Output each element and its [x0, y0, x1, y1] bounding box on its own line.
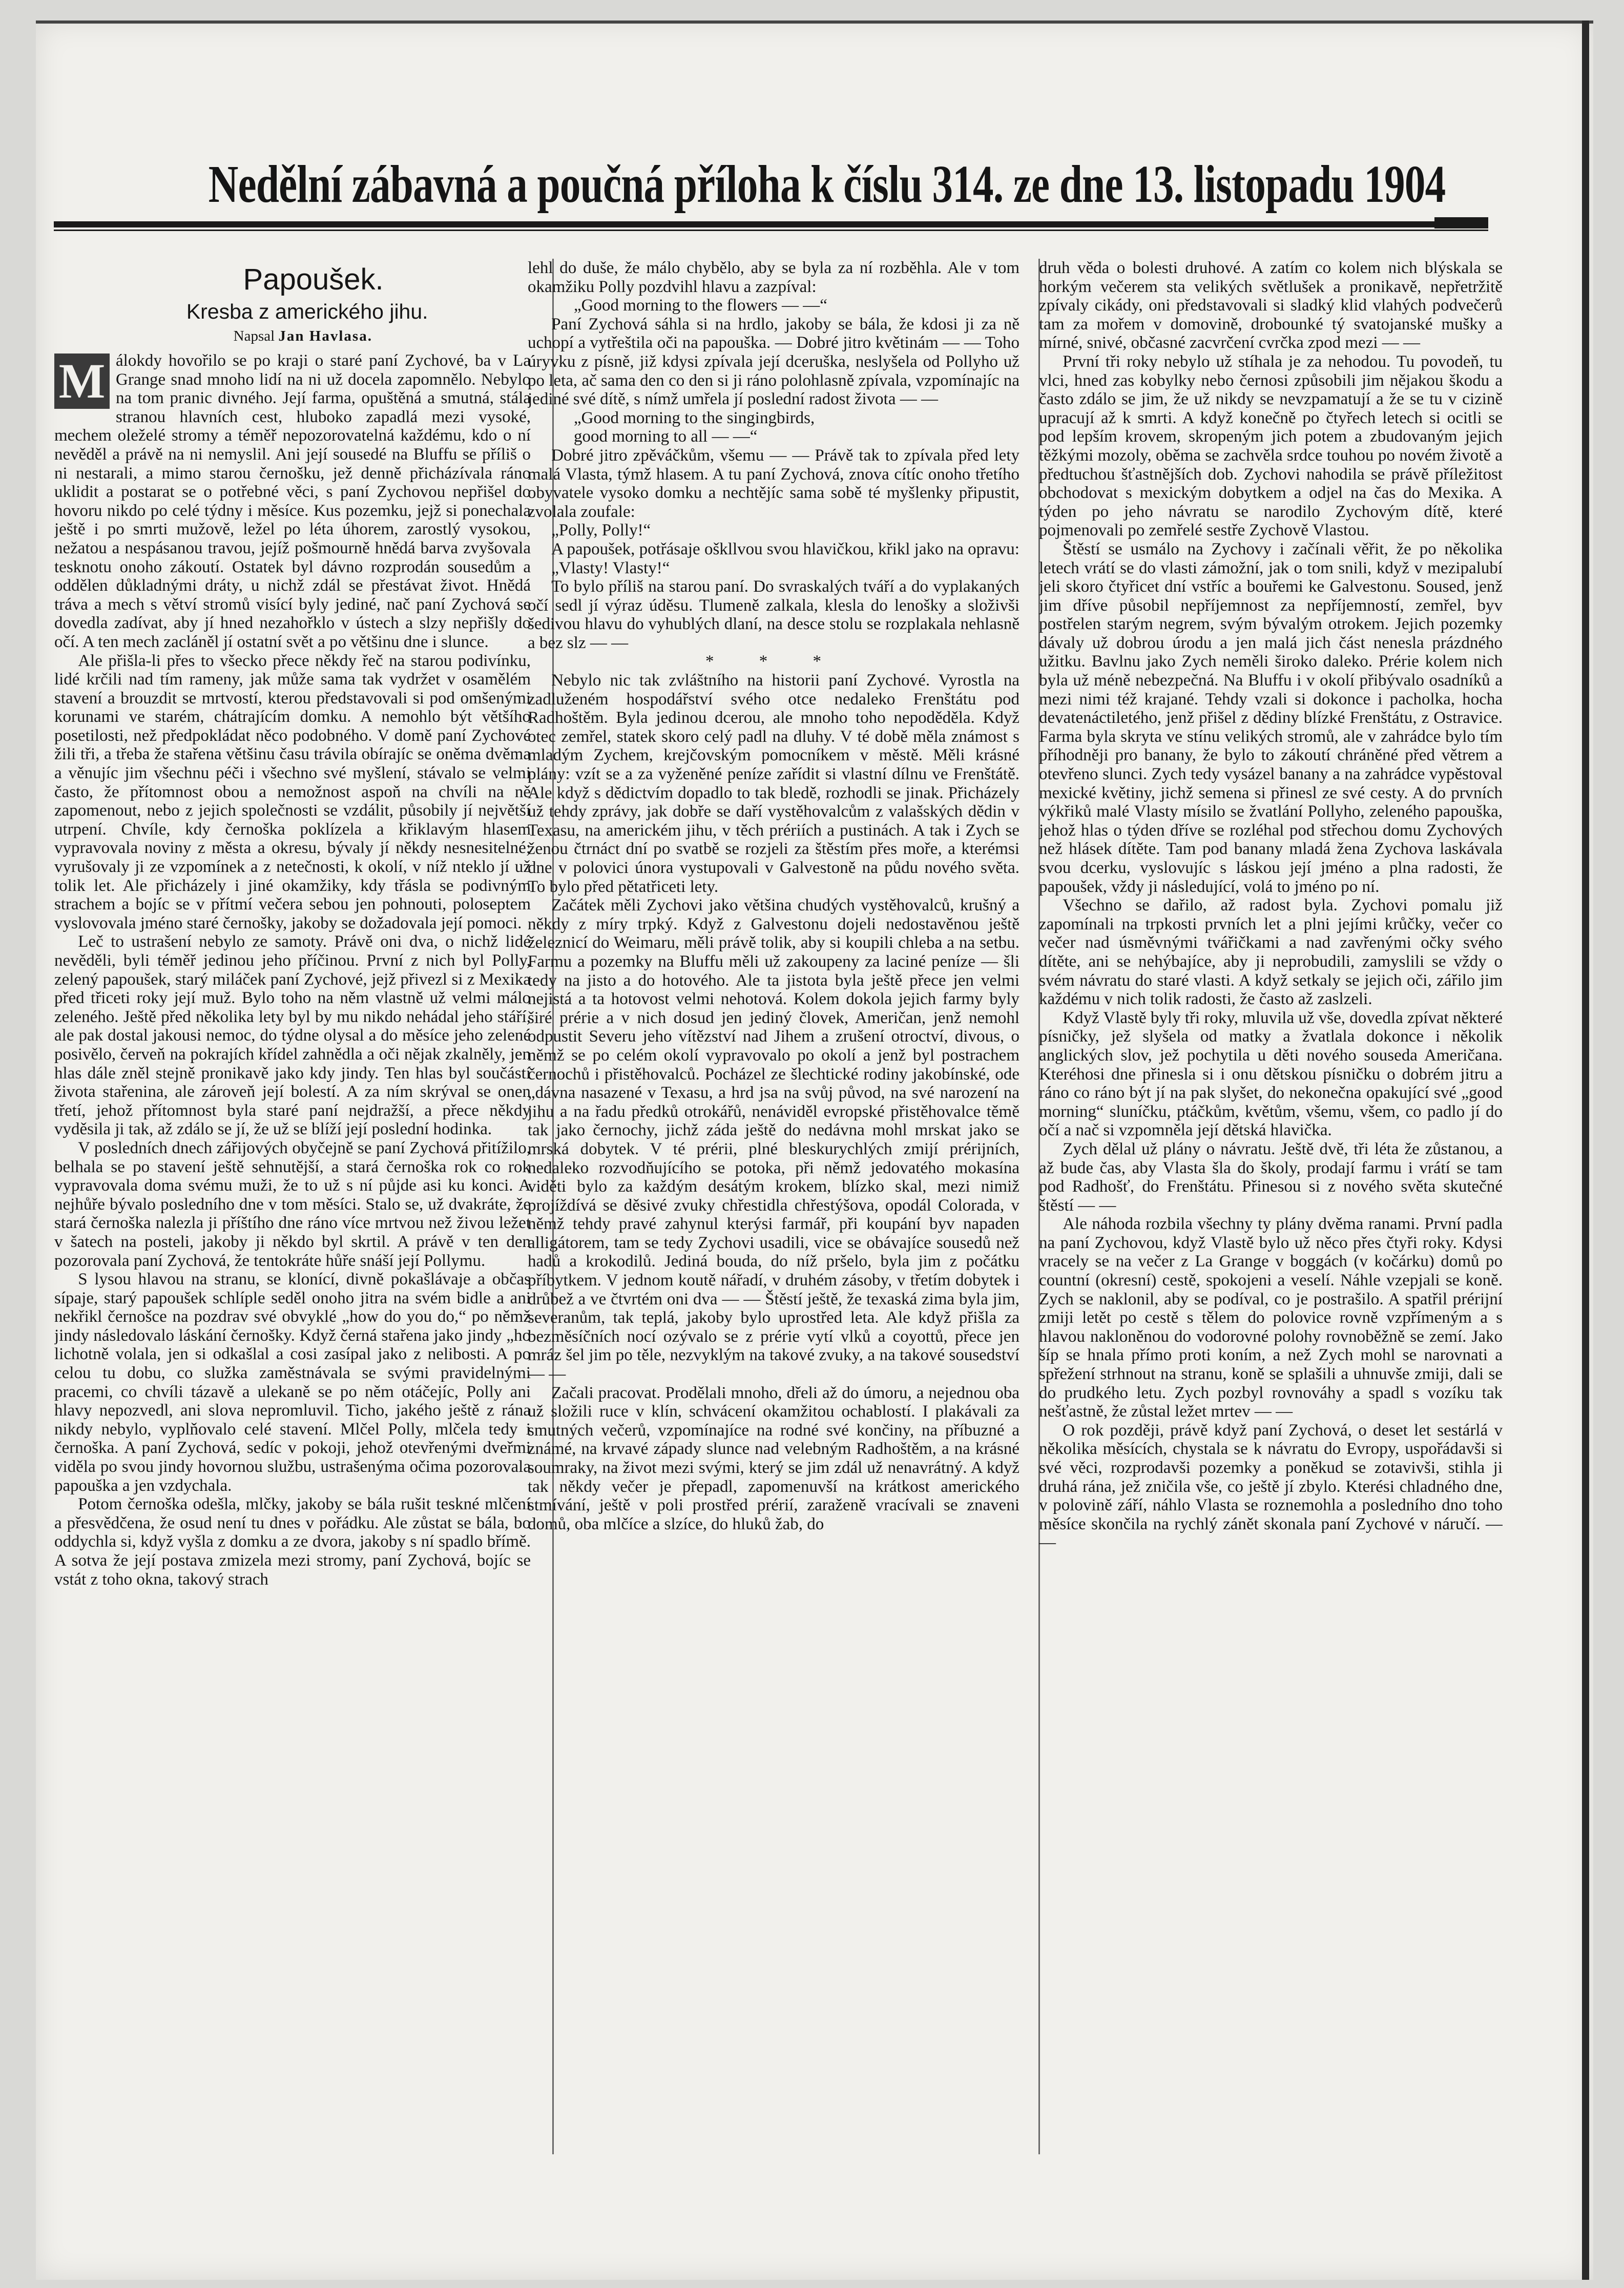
paragraph: Dobré jitro zpěváčkům, všemu — — Právě tak to zpívala před lety malá Vlasta, týmž hlasem. A tu paní Zychová, znova cítíc onoho třetího obyvatele vysoko domku a nechtějíc sama sobě té myšlenky připustit, zvolala zoufale:	[528, 446, 1019, 521]
paragraph: Štěstí se usmálo na Zychovy i začínali věřit, že po několika letech vrátí se do vlasti zámožní, jak o tom snili, když v mezipalubí jeli skoro čtyřicet dní vstříc a bouřemi ke Galvestonu. Soused, jenž jim dříve působil nepříjemnost za nepříjemností, zemřel, byv postřelen starým negrem, svým bývalým otrokem. Jejich pozemky dávaly už dobrou úrodu a jen malá jich část nenesla prázdného užitku. Bavlnu jako Zych neměli široko daleko. Prérie kolem nich byla už méně nebezpečná. Na Bluffu i v okolí přibývalo osadníků a mezi nimi též krajané. Tehdy vzali si dokonce i pacholka, hocha devatenáctiletého, jenž přišel z dědiny blízké Frenštátu, z Ostravice. Farma byla skryta ve stínu velikých stromů, ale v zahrádce bylo tím příhodněji pro banany, že bylo to zákoutí chráněné před větrem a otevřeno slunci. Zych tedy vysázel banany a na zahrádce vypěstoval mexické květiny, jichž semena si přinesl ze své cesty. A do prvních výkřiků malé Vlasty mísilo se žvatlání Pollyho, zeleného papouška, jehož hlas o týden dříve se rozléhal pod střechou domu Zychových než hlásek dítěte. Tam pod banany mladá žena Zychova laskávala svou dcerku, vyslovujíc s láskou její jméno a plna radosti, že papoušek, vždy ji následující, volá to jméno po ní.	[1039, 539, 1503, 896]
paragraph: „Vlasty! Vlasty!“	[551, 558, 670, 577]
paragraph: Všechno se dařilo, až radost byla. Zychovi pomalu již zapomínali na trpkosti prvních let a plni jejími krůčky, večer co večer nad úsměvnými tvářičkami a nad zavřenými očky svého dítěte, ani se nehýbajíce, aby ji neprobudili, zamyslili se vždy o svém návratu do staré vlasti. A když setkaly se jejich oči, zářilo jim každému v nich tolik radosti, že často až zaslzeli.	[1039, 896, 1503, 1009]
article-byline	[54, 325, 531, 347]
column-1	[54, 261, 531, 2157]
masthead-rule	[54, 221, 1488, 227]
song-verse: „Good morning to the singingbirds,	[574, 408, 815, 427]
column-3	[1039, 259, 1503, 2154]
byline-prefix: Napsal	[233, 328, 275, 344]
paragraph: Když Vlastě byly tři roky, mluvila už vše, dovedla zpívat některé písničky, jež slyšela od matky a žvatlala dokonce i několik anglických slov, jež pochytila u děti nového souseda Američana. Kteréhosi dne přinesla si i onu dětskou písničku o dobrém jitru a ráno co ráno být jí na pak slyšet, do nekonečna opakující své „good morning“ sluníčku, ptáčkům, květům, všemu, všem, co padlo jí do očí a nač si vzpomněla její dětská hlavička.	[1039, 1008, 1503, 1140]
paragraph: Paní Zychová sáhla si na hrdlo, jakoby se bála, že kdosi ji za ně uchopí a vytřeštila oči na papouška. — Dobré jitro květinám — — Toho úryvku z písně, již kdysi zpívala její dceruška, neslyšela od Pollyho už po leta, ač sama den co den si ji ráno polohlasně zpívala, vzpomínajíc na jediné své dítě, s nímž umřela jí poslední radost života — —	[528, 315, 1019, 409]
song-verse: good morning to all — —“	[574, 427, 758, 446]
page-top-edge	[36, 20, 1593, 24]
paragraph	[54, 351, 531, 652]
page-right-edge	[1582, 20, 1589, 2280]
paragraph: V posledních dnech zářijových obyčejně se paní Zychová přitížilo, belhala se po stavení ještě sehnutější, a stará černoška rok co rok vypravovala doma svému muži, že to už s ní půjde asi ku konci. A nejhůře bývalo posledního dne v tom měsíci. Stalo se, už dvakráte, že stará černoška nalezla ji příštího dne ráno více mrtvou než živou ležet v šatech na posteli, jakoby ji někdo byl skrtil. A právě v ten den pozorovala paní Zychová, že tentokráte hůře snáší její Pollymu.	[54, 1138, 531, 1270]
article-subtitle: Kresba z amerického jihu.	[186, 300, 428, 323]
paragraph: „Polly, Polly!“	[551, 521, 651, 540]
paragraph: druh věda o bolesti druhové. A zatím co kolem nich blýskala se horkým večerem sta velikých světlušek a pronikavě, nepřetržitě zpívaly cikády, oni představovali si sladký klid vlahých podvečerů tam za mořem v domovině, drobounké tý svatojanské mušky a mírné, snivé, občasné zacvrčení cvrčka zpod mezi — —	[1039, 259, 1503, 352]
paragraph: Ale přišla-li přes to všecko přece někdy řeč na starou podivínku, lidé krčili nad tím rameny, jak může sama tak vydržet v osamělém stavení a brouzdit se mrtvostí, kterou představovali si pod omšenými korunami ve starém, chátrajícím domku. A nemohlo být většího posetilosti, než předpokládat něco podobného. V domě paní Zychové žili tři, a třeba že stařena většinu času trávila obírajíc se oněma dvěma a věnujíc jim všechnu péči i všechno své myšlení, stávalo se velmi často, že přítomnost obou a nemožnost aspoň na chvíli na ně zapomenout, nebo z jejich společnosti se vzdálit, působily jí největší utrpení. Chvíle, kdy černoška poklízela a křiklavým hlasem vypravovala noviny z města a okresu, bývaly jí někdy nesnesitelné; vyrušovaly ji ze vzpomínek a z netečnosti, k okolí, v níž nteklo jí už tolik let. Ale přicházely i jiné okamžiky, kdy třásla se podivným strachem a bojíc se v přítmí večera sebou jen pohnouti, poloseptem vyslovovala jméno staré černošky, jakoby se dožadovala její pomoci.	[54, 651, 531, 932]
paragraph: S lysou hlavou na stranu, se klonící, divně pokašlávaje a občas sípaje, starý papoušek schlíple seděl onoho jitra na svém bidle a ani nekřikl černošce na pozdrav své obvyklé „how do you do,“ po němž jindy následovalo láskání černošky. Když černá stařena jako jindy „ho lichotně volala, jen si odkašlal a cosi zasípal jako z nelibosti. A po celou tu dobu, co služka zaměstnávala se svými pravidelnými pracemi, co chvíli tázavě a ulekaně se po něm otáčejíc, Polly ani hlavy nepozvedl, ani slova nepromluvil. Ticho, jakého ještě z rána nikdy nebylo, vyplňovalo celé stavení. Mlčel Polly, mlčela tedy i černoška. A paní Zychová, sedíc v pokoji, jehož otevřenými dveřmi viděla po svou jindy hovornou službu, ustrašenýma očima pozorovala papouška a jen vzdychala.	[54, 1270, 531, 1495]
paragraph: To bylo příliš na starou paní. Do svraskalých tváří a do vyplakaných očí sedl jí výraz úděsu. Tlumeně zalkala, klesla do lenošky a složivši šedivou hlavu do vyhublých dlaní, na desce stolu se rozplakala nehlasně a bez slz — —	[528, 577, 1019, 652]
article-title: Papoušek.	[243, 263, 384, 296]
section-break-stars: * * *	[705, 652, 842, 671]
paragraph: Leč to ustrašení nebylo ze samoty. Právě oni dva, o nichž lidé nevěděli, byli téměř jedinou jeho příčinou. První z nich byl Polly, zelený papoušek, starý miláček paní Zychové, jejž přivezl si z Mexika před třiceti roky její muž. Bylo toho na něm vlastně už velmi málo zeleného. Ještě před několika lety byl by mu nikdo nehádal jeho stáří, ale pak dostal jakousi nemoc, do týdne olysal a do měsíce jeho zelené posivělo, červeň na pokrajích křídel zahnědla a oči nějak zkalněly, jen hlas dále zněl stejně pronikavě jako kdy jindy. Ten hlas byl součástí života stařenina, ale zároveň její bolestí. A za ním skrýval se onen třetí, jehož přítomnost byla staré paní nejdražší, a přece někdy vyděsila ji tak, až zdálo se jí, že už se blíží její poslední hodinka.	[54, 932, 531, 1139]
masthead-title: Nedělní zábavná a poučná příloha k číslu 314. ze dne 13. listopadu 1904	[208, 155, 1446, 214]
song-verse: „Good morning to the flowers — —“	[574, 296, 827, 315]
paragraph: Potom černoška odešla, mlčky, jakoby se bála rušit teskné mlčení a přesvědčena, že osud není tu dnes v pořádku. Ale zůstat se bála, bo oddychla si, když vyšla z domku a ze dvora, jakoby s ní spadlo břímě. A sotva že její postava zmizela mezi stromy, paní Zychová, bojíc se vstát z toho okna, takový strach	[54, 1495, 531, 1589]
masthead-rule-block	[1434, 217, 1488, 228]
author-name: Jan Havlasa.	[278, 328, 372, 344]
paragraph: Zych dělal už plány o návratu. Ještě dvě, tři léta že zůstanou, a až bude čas, aby Vlasta šla do školy, prodají farmu i vrátí se tam pod Radhošť, do Frenštátu. Přinesou si z nového světa skutečné štěstí — —	[1039, 1139, 1503, 1215]
article-heading	[54, 261, 531, 347]
paragraph: A papoušek, potřásaje oškllvou svou hlavičkou, křikl jako na opravu:	[551, 539, 1019, 558]
column-2	[528, 259, 1019, 2154]
drop-cap: M	[54, 353, 110, 409]
masthead-rule-thin	[54, 230, 1488, 231]
paragraph-text: álokdy hovořilo se po kraji o staré paní Zychové, ba v La Grange snad mnoho lidí na ni už docela zapomnělo. Nebylo na tom pranic divného. Její farma, opuštěná a smutná, stála stranou hlavních cest, hluboko zapadlá mezi vysoké, mechem oleželé stromy a téměř nepozorovatelná každému, kdo o ní nevěděl a právě na ni nemyslil. Ani její sousedé na Bluffu se příliš o ni nestarali, a mimo starou černošku, jež denně přicházívala ráno uklidit a postarat se o potřebné věci, s paní Zychovou nepřišel do hovoru nikdo po celé týdny i měsíce. Kus pozemku, jejž si ponechala ještě i po smrti mužově, ležel po léta úhorem, zarostlý vysokou, nežatou a nespásanou travou, jejíž pošmourně hnědá barva zvyšovala tesknotu onoho zákoutí. Ostatek byl dávno rozprodán sousedům a oddělen důkladnými dráty, u nichž zdál se přestávat život. Hnědá tráva a mech s větví stromů visící byly jediné, nač paní Zychová se dovedla zadívat, aby jí hned nezahořklo v ústech a slzy nepřišly do očí. A ten mech zacláněl jí ostatní svět a po většinu dne i slunce.	[54, 351, 531, 651]
paragraph: lehl do duše, že málo chybělo, aby se byla za ní rozběhla. Ale v tom okamžiku Polly pozdvihl hlavu a zazpíval:	[528, 259, 1019, 296]
paragraph: O rok později, právě když paní Zychová, o deset let sestárlá v několika měsících, chystala se k návratu do Evropy, uspořádavši si své věci, rozprodavši pozemky a poněkud se zotavivši, stihla ji druhá rána, jež zničila vše, co ještě jí zbylo. Kterési chladného dne, v polovině září, náhlo Vlasta se roznemohla a posledního dno toho měsíce skončila na rychlý zánět skonala paní Zychové v náručí. — —	[1039, 1421, 1503, 1552]
paragraph: První tři roky nebylo už stíhala je za nehodou. Tu povodeň, tu vlci, hned zas kobylky nebo černosi způsobili jim nějakou škodu a často zdálo se jim, že už nikdy se nevzpamatují a že se tu v cizině upracují až k smrti. A když konečně po čtyřech letech si ocitli se pod lepším krovem, skropeným jich potem a zbudovaným jejich těžkými mozoly, oběma se zachvěla srdce touhou po novém životě a předtuchou šťastnějších dob. Zychovi nahodila se právě příležitost obchodovat s mexickým dobytkem a odjel na čas do Mexika. A týden po jeho návratu se narodilo Zychovým dítě, které pojmenovali po zemřelé sestře Zychově Vlastou.	[1039, 352, 1503, 540]
paragraph: Ale náhoda rozbila všechny ty plány dvěma ranami. První padla na paní Zychovou, když Vlastě bylo už něco přes čtyři roky. Kdysi vracely se na večer z La Grange v boggách (v kočárku) domů po countní (okresní) cestě, spokojeni a veselí. Náhle vzepjali se koně. Zych se naklonil, aby se podíval, co je postrašilo. A spatřil prérijní zmiji letět po cestě s tělem do polovice rovně vzpřímeným a s hlavou nakloněnou do vodorovné polohy rovnoběžně se zemí. Jako šíp se hnala přímo proti koním, a než Zych mohl se narovnati a spřežení strhnout na stranu, koně se splašili a uhnuvše zmiji, dali se do prudkého letu. Zych pozbyl rovnováhy a spadl s vozíku tak nešťastně, že zůstal ležet mrtev — —	[1039, 1215, 1503, 1421]
paragraph: Začali pracovat. Prodělali mnoho, dřeli až do úmoru, a nejednou oba už složili ruce v klín, schvácení okamžitou ochablostí. I plakávali za smutných večerů, vzpomínajíce na rodné své končiny, na příbuzné a známé, na krvavé západy slunce nad velebným Radhoštěm, a na krásné soumraky, na život mezi svými, který se jim zdál už nenavrátný. A když tak někdy večer je přepadl, zapomenuvší na krátkost amerického stmívání, ještě v poli prostřed prérií, zaraženě vracívali se znaveni domů, oba mlčíce a slzíce, do hluků žab, do	[528, 1383, 1019, 1533]
paragraph: Začátek měli Zychovi jako většina chudých vystěhovalců, krušný a někdy z míry trpký. Když z Galvestonu dojeli nedostavěnou ještě železnicí do Weimaru, měli právě tolik, aby si koupili chleba a na setbu. Farmu a pozemky na Bluffu měli už zakoupeny za laciné peníze — šli tedy na jisto a do hotového. Ale ta jistota byla ještě přece jen velmi nejistá a ta hotovost velmi nehotová. Kolem dokola jejich farmy byly širé prérie a v nich dosud jen jediný človek, Američan, jenž nemohl odpustit Severu jeho vítězství nad Jihem a zrušení otroctví, divous, o němž se po celém okolí vypravovalo po okolí a jenž byl postrachem černochů i přistěhovalců. Pocházel ze šlechtické rodiny jakobínské, ode „dávna nasazené v Texasu, a hrd jsa na svůj původ, na své narození na jihu a na řadu předků otrokářů, nenáviděl evropské přistěhovalce těmě tak jako černochy, jichž záda ještě do nedávna mohl mrskat jako se mrská dobytek. V té prérii, plné bleskurychlých zmijí prérijních, nedaleko rozvodňujícího se potoka, při němž jedovatého mokasína viděti bylo za každým desátým krokem, blízko skal, mezi nimiž projíždívá se děsivé zvuky chřestidla chřestýšova, opodál Colorada, v němž tehdy pravé zahynul kterýsi farmář, při koupání byv napaden alligátorem, tam se tedy Zychovi usadili, vice se obávajíce sousedů než hadů a krokodilů. Jediná bouda, do níž pršelo, byla jim z počátku příbytkem. V jednom koutě nářadí, v druhém zásoby, v třetím dobytek i drůbež a ve čtvrtém oni dva — — Štěstí ještě, že texaská zima byla jim, severanům, tak teplá, jakoby bylo uprostřed leta. Ale když přišla za bezměsíčních nocí ozývalo se z prérie vytí vlků a coyottů, přece jen mráz šel jim po těle, nezvyklým na takové zvuky, a na takové sousedství — —	[528, 896, 1019, 1384]
paragraph: Nebylo nic tak zvláštního na historii paní Zychové. Vyrostla na zadluženém hospodářství svého otce nedaleko Frenštátu pod Radhoštěm. Byla jedinou dcerou, ale mnoho toho nepoděděla. Když otec zemřel, statek skoro celý padl na dluhy. V té době měla známost s mladým Zychem, krejčovským pomocníkem v městě. Měli krásné plány: vzít se a za vyženěné peníze zařídit si vlastní dílnu ve Frenštátě. Ale když s dědictvím dopadlo to tak bledě, rozhodli se jinak. Přicházely už tehdy zprávy, jak dobře se daří vystěhovalcům z valašských dědin v Texasu, na americkém jihu, v těch prériích a pustinách. A tak i Zych se ženou čtrnáct dní po svatbě se rozjeli za štěstím přes moře, a kterémsi dne v polovici února vystupovali v Galvestoně na půdu nového světa. To bylo před pětatřiceti lety.	[528, 671, 1019, 896]
